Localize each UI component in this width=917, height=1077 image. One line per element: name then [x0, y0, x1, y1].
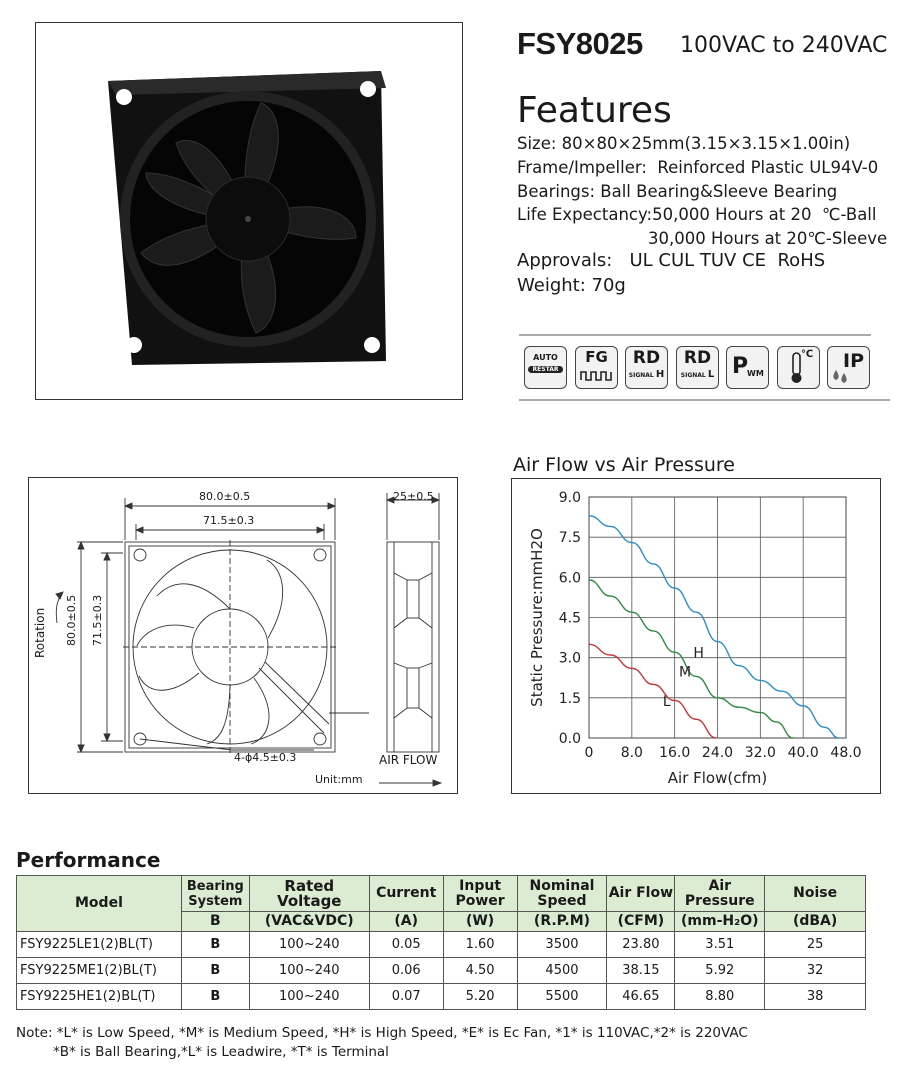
chart-frame — [511, 478, 881, 794]
feature-life: Life Expectancy:50,000 Hours at 20 ℃-Ball — [517, 205, 877, 224]
cell-power: 1.60 — [443, 932, 517, 958]
cell-pressure: 3.51 — [675, 932, 765, 958]
feature-weight: Weight: 70g — [517, 275, 626, 296]
unit-label: Unit:mm — [315, 773, 363, 786]
y-axis-label: Static Pressure:mmH2O — [528, 528, 546, 707]
model-title: FSY8025 — [517, 26, 643, 61]
square-wave-icon — [580, 370, 614, 382]
cell-noise: 38 — [765, 984, 866, 1010]
cell-speed: 5500 — [517, 984, 607, 1010]
pwm-icon — [726, 346, 769, 389]
hole-spec: 4-ϕ4.5±0.3 — [234, 751, 297, 764]
table-row — [17, 984, 866, 1010]
cell-power: 4.50 — [443, 958, 517, 984]
cell-bearing: B — [181, 958, 249, 984]
header-pressure: Air Pressure — [675, 876, 765, 912]
badge-sublabel: RESTAR — [528, 366, 563, 373]
cell-current: 0.06 — [369, 958, 443, 984]
ip-rating-icon — [827, 346, 870, 389]
water-drop-icon — [830, 367, 850, 387]
dim-width-inner: 71.5±0.3 — [203, 514, 255, 527]
cell-airflow: 23.80 — [607, 932, 675, 958]
feature-size: Size: 80×80×25mm(3.15×3.15×1.00in) — [517, 134, 851, 153]
feature-bearings: Bearings: Ball Bearing&Sleeve Bearing — [517, 182, 838, 201]
header-voltage: Rated Voltage — [249, 876, 369, 912]
cell-power: 5.20 — [443, 984, 517, 1010]
cell-pressure: 5.92 — [675, 958, 765, 984]
fan-image — [36, 23, 462, 399]
dimension-drawing — [28, 477, 458, 794]
header-model: Model — [17, 876, 182, 932]
unit-noise: (dBA) — [765, 912, 866, 932]
cell-voltage: 100~240 — [249, 932, 369, 958]
badge-sublabel — [626, 369, 667, 380]
x-tick-label: 16.0 — [659, 745, 691, 761]
dim-depth: 25±0.5 — [393, 490, 434, 503]
series-label-L: L — [662, 693, 671, 710]
cell-pressure: 8.80 — [675, 984, 765, 1010]
airflow-pressure-chart — [512, 479, 880, 793]
x-tick-label: 8.0 — [620, 745, 643, 761]
badge-sublabel — [677, 369, 718, 380]
dim-height-inner: 71.5±0.3 — [91, 594, 104, 646]
unit-airflow: (CFM) — [607, 912, 675, 932]
badge-signal: SIGNAL — [680, 372, 706, 379]
x-axis-label: Air Flow(cfm) — [667, 769, 768, 787]
header-current: Current — [369, 876, 443, 912]
cell-bearing: B — [181, 932, 249, 958]
x-tick-label: 0 — [584, 745, 594, 761]
performance-table — [16, 875, 866, 1010]
unit-power: (W) — [443, 912, 517, 932]
badge-label: RD — [683, 348, 712, 368]
note-line-2: *B* is Ball Bearing,*L* is Leadwire, *T* is Terminal — [53, 1044, 389, 1060]
header-bearing: Bearing System — [181, 876, 249, 912]
rd-signal-l-icon — [676, 346, 719, 389]
unit-pressure: (mm-H₂O) — [675, 912, 765, 932]
auto-restart-icon — [524, 346, 567, 389]
dim-width-outer: 80.0±0.5 — [199, 490, 251, 503]
thermometer-icon — [777, 346, 820, 389]
header-speed: Nominal Speed — [517, 876, 607, 912]
dim-height-outer: 80.0±0.5 — [65, 594, 78, 646]
badge-label: RD — [632, 348, 661, 368]
cell-airflow: 46.65 — [607, 984, 675, 1010]
cell-speed: 4500 — [517, 958, 607, 984]
cell-current: 0.07 — [369, 984, 443, 1010]
feature-frame: Frame/Impeller: Reinforced Plastic UL94V-0 — [517, 158, 879, 177]
x-tick-label: 24.0 — [701, 745, 734, 761]
performance-heading: Performance — [16, 848, 161, 872]
feature-badges — [519, 334, 890, 400]
feature-life-sleeve: 30,000 Hours at 20℃-Sleeve — [648, 229, 888, 248]
series-line-H — [589, 516, 839, 738]
note-line-1: Note: *L* is Low Speed, *M* is Medium Speed, *H* is High Speed, *E* is Ec Fan, *1* is 110VAC,*2* is 220VAC — [16, 1025, 748, 1041]
badge-sublabel: WM — [747, 369, 764, 378]
header-power: Input Power — [443, 876, 517, 912]
y-tick-label: 7.5 — [558, 530, 581, 547]
y-tick-label: 1.5 — [558, 690, 581, 707]
unit-voltage: (VAC&VDC) — [249, 912, 369, 932]
chart-title: Air Flow vs Air Pressure — [513, 454, 735, 476]
badge-label: P — [732, 354, 749, 379]
x-tick-label: 48.0 — [830, 745, 862, 761]
rd-signal-h-icon — [625, 346, 668, 389]
voltage-range: 100VAC to 240VAC — [680, 33, 888, 58]
y-tick-label: 4.5 — [558, 610, 581, 627]
badge-label: IP — [843, 350, 864, 372]
badge-label: FG — [585, 348, 608, 366]
series-label-M: M — [678, 664, 692, 681]
y-tick-label: 3.0 — [558, 650, 581, 667]
cell-voltage: 100~240 — [249, 958, 369, 984]
cell-bearing: B — [181, 984, 249, 1010]
header-airflow: Air Flow — [607, 876, 675, 912]
unit-bearing: B — [181, 912, 249, 932]
series-label-H: H — [693, 645, 704, 662]
features-heading: Features — [517, 90, 672, 131]
header-noise: Noise — [765, 876, 866, 912]
badge-label: ℃ — [801, 349, 814, 360]
cell-speed: 3500 — [517, 932, 607, 958]
unit-current: (A) — [369, 912, 443, 932]
cell-current: 0.05 — [369, 932, 443, 958]
table-row — [17, 958, 866, 984]
cell-airflow: 38.15 — [607, 958, 675, 984]
x-tick-label: 32.0 — [744, 745, 776, 761]
x-tick-label: 40.0 — [787, 745, 819, 761]
rotation-label: Rotation — [33, 607, 47, 658]
badge-suffix: L — [707, 369, 715, 380]
product-photo — [35, 22, 463, 400]
badge-signal: SIGNAL — [628, 372, 654, 379]
fg-signal-icon — [575, 346, 618, 389]
table-row — [17, 932, 866, 958]
badge-suffix: H — [655, 369, 665, 380]
y-tick-label: 6.0 — [558, 570, 581, 587]
badge-label: AUTO — [533, 353, 558, 362]
y-tick-label: 0.0 — [558, 731, 581, 747]
y-tick-label: 9.0 — [558, 490, 581, 506]
unit-speed: (R.P.M) — [517, 912, 607, 932]
cell-noise: 32 — [765, 958, 866, 984]
cell-model: FSY9225ME1(2)BL(T) — [17, 958, 182, 984]
airflow-label: AIR FLOW — [379, 753, 438, 767]
cell-voltage: 100~240 — [249, 984, 369, 1010]
feature-approvals: Approvals: UL CUL TUV CE RoHS — [517, 250, 826, 271]
cell-noise: 25 — [765, 932, 866, 958]
cell-model: FSY9225HE1(2)BL(T) — [17, 984, 182, 1010]
cell-model: FSY9225LE1(2)BL(T) — [17, 932, 182, 958]
